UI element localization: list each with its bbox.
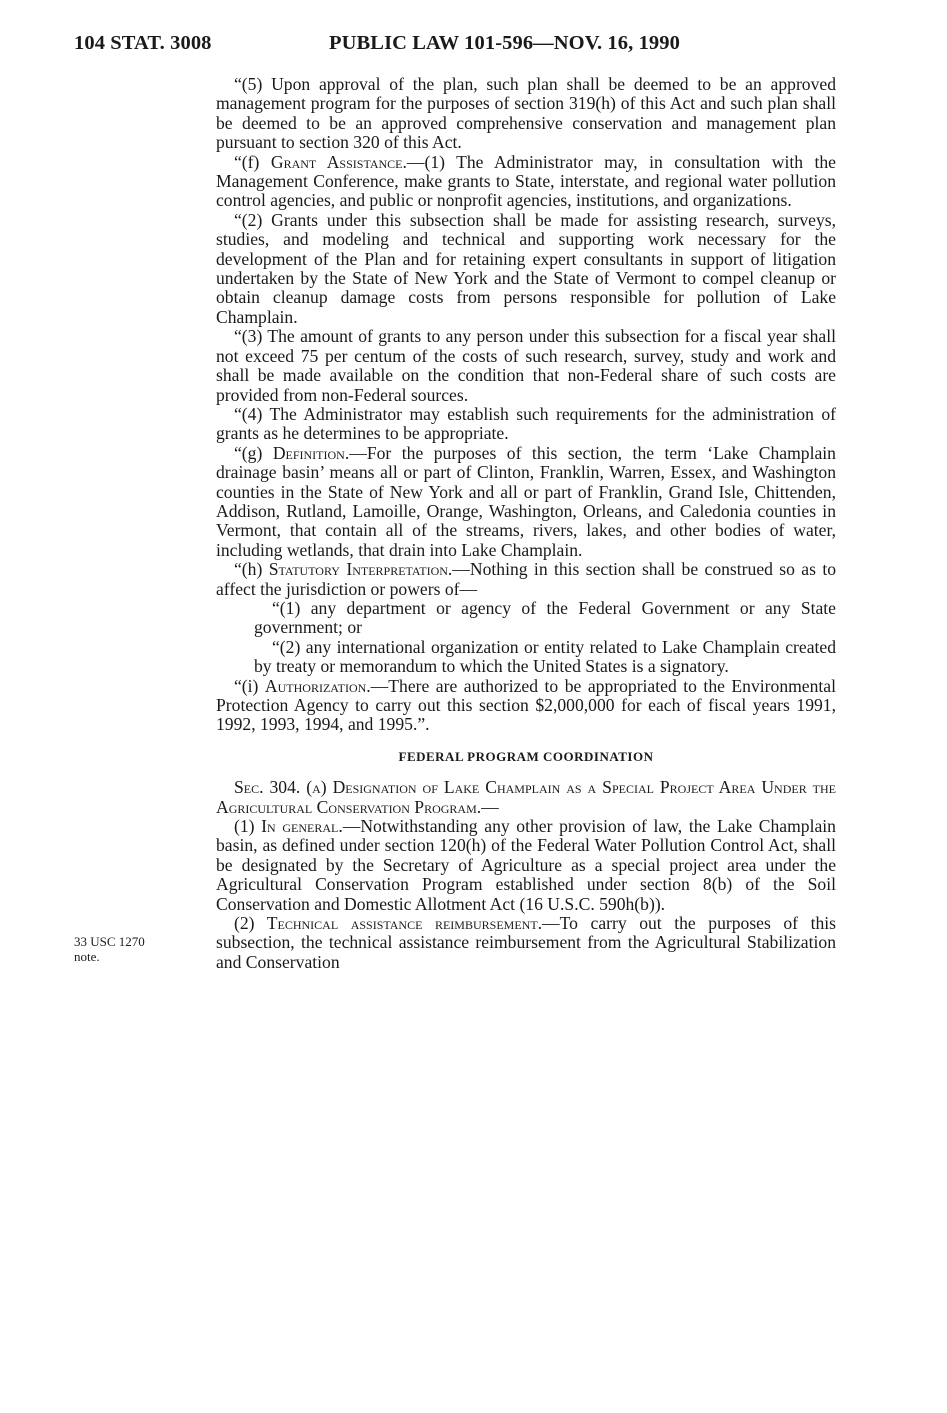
section-304a-heading-end: .— [476, 796, 499, 817]
paragraph-2-text: .—To carry out the purposes of this subsection, the technical assistance reimbursement from the Agricultural Stabilization and Conservation [216, 913, 836, 972]
paragraph-f2: “(2) Grants under this subsection shall be made for assisting research, surveys, studies, and modeling and technical and supporting work necessary for the development of the Plan and for retaining expert consultants in support of litigation undertaken by the State of New York and the State of Vermont to compel cleanup or obtain cleanup damage costs from persons responsible for pollution of Lake Champlain. [216, 209, 836, 327]
section-304a-heading: Designation of Lake Champlain as a Special Project Area Under the Agricultural Conservation Program [216, 777, 836, 817]
paragraph-f1 [216, 153, 836, 211]
paragraph-i [216, 677, 836, 735]
body-text [216, 75, 836, 972]
section-304a-paragraph-1 [216, 817, 836, 914]
section-304a-paragraph-2 [216, 914, 836, 972]
page-header [74, 32, 834, 58]
subsection-i-prefix: “(i) [234, 675, 265, 696]
margin-note-citation: 33 USC 1270 [74, 934, 145, 949]
subsection-f-heading: Grant Assistance [270, 151, 403, 172]
subsection-i-text: .—There are authorized to be appropriated to the Environmental Protection Agency to carry out this section $2,000,000 for each of fiscal years 1991, 1992, 1993, 1994, and 1995.”. [216, 675, 836, 735]
subsection-h-text: .—Nothing in this section shall be construed so as to affect the jurisdiction or powers of— [216, 559, 837, 599]
subsection-h-heading: Statutory Interpretation [268, 559, 448, 580]
margin-note [74, 934, 204, 964]
paragraph-1-heading: (1) In general [234, 816, 339, 837]
margin-note-suffix: note. [74, 949, 100, 964]
subsection-f-text: .—(1) The Administrator may, in consultation with the Management Conference, make grants to State, interstate, and regional water pollution control agencies, and public or nonprofit agencies, institutions, and organizations. [216, 151, 836, 211]
paragraph-e5: “(5) Upon approval of the plan, such plan shall be deemed to be an approved management program for the purposes of section 319(h) of this Act and such plan shall be deemed to be an approved comprehensive conservation and management plan pursuant to section 320 of this Act. [216, 74, 836, 153]
paragraph-2-heading: (2) Technical assistance reimbursement [234, 913, 538, 934]
subsection-g-text: .—For the purposes of this section, the term ‘Lake Champlain drainage basin’ means all or part of Clinton, Franklin, Warren, Essex, and Washington counties in the State of New York and all or part of Franklin, Grand Isle, Chittenden, Addison, Rutland, Lamoille, Orange, Washington, Orleans, and Caledonia counties in Vermont, that contain all of the streams, rivers, lakes, and other bodies of water, including wetlands, that drain into Lake Champlain. [216, 442, 836, 560]
subsection-i-heading: Authorization [264, 675, 367, 696]
paragraph-1-text: .—Notwithstanding any other provision of law, the Lake Champlain basin, as defined under section 120(h) of the Federal Water Pollution Control Act, shall be designated by the Secretary of Agriculture as a special project area under the Agricultural Conservation Program established under section 8(b) of the Soil Conservation and Domestic Allotment Act (16 U.S.C. 590h(b)). [216, 816, 836, 914]
subsection-g-prefix: “(g) [234, 442, 273, 463]
stat-page-number: 104 STAT. 3008 [74, 32, 212, 54]
section-label: Sec. 304. (a) [234, 777, 333, 798]
subsection-g-heading: Definition [272, 442, 345, 463]
paragraph-g [216, 444, 836, 560]
paragraph-f3: “(3) The amount of grants to any person under this subsection for a fiscal year shall not exceed 75 per centum of the costs of such research, survey, study and work and shall be made available on the condition that non-Federal share of such costs are provided from non-Federal sources. [216, 326, 836, 405]
paragraph-h [216, 560, 836, 599]
subsection-f-prefix: “(f) [234, 151, 271, 172]
public-law-title: PUBLIC LAW 101-596—NOV. 16, 1990 [329, 32, 680, 54]
section-304-intro [216, 778, 836, 817]
paragraph-f4: “(4) The Administrator may establish such requirements for the administration of grants as he determines to be appropriate. [216, 403, 836, 444]
paragraph-h1: “(1) any department or agency of the Federal Government or any State government; or [254, 597, 836, 638]
section-heading: FEDERAL PROGRAM COORDINATION [398, 748, 654, 764]
paragraph-h2: “(2) any international organization or entity related to Lake Champlain created by treaty or memorandum to which the United States is a signatory. [254, 636, 836, 677]
subsection-h-prefix: “(h) [234, 559, 269, 580]
